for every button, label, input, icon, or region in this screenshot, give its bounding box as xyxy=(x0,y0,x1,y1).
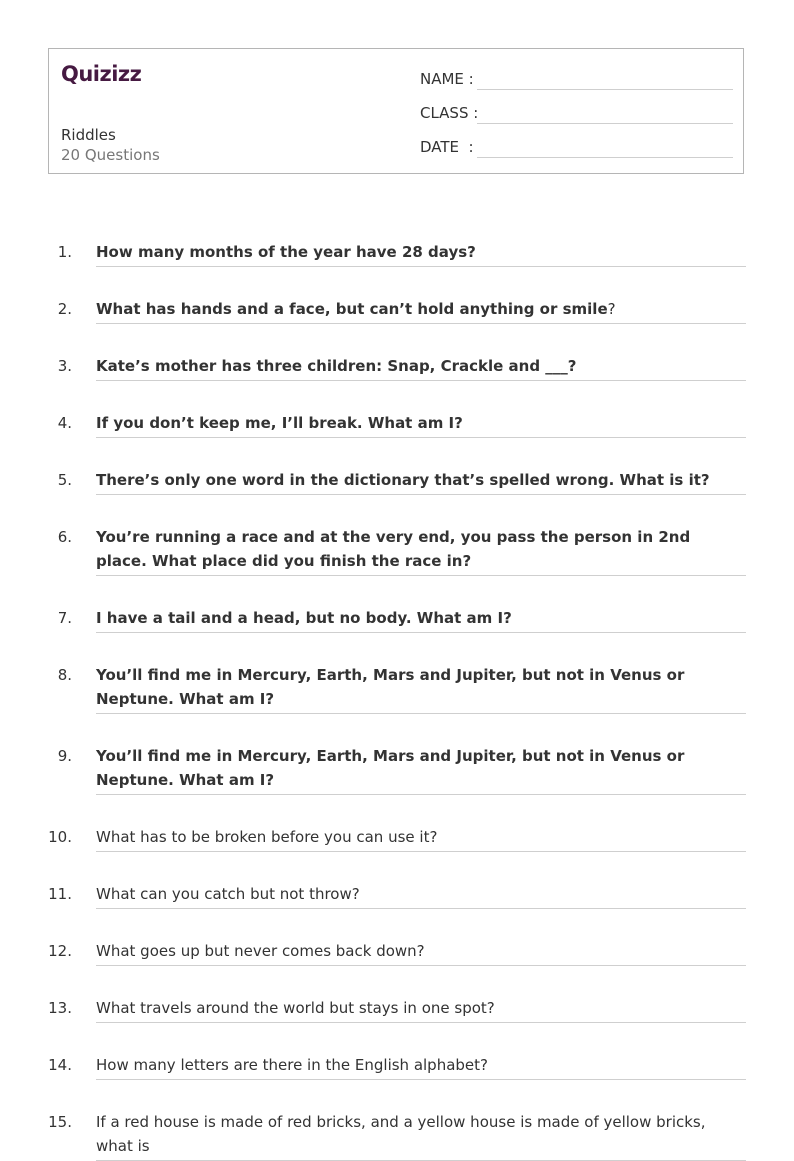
question-number: 1. xyxy=(57,243,72,261)
date-field[interactable] xyxy=(420,134,733,158)
question-text: How many months of the year have 28 days? xyxy=(96,240,746,267)
question-number: 14. xyxy=(48,1056,72,1074)
question-text-main: What has hands and a face, but can’t hold anything or smile xyxy=(96,300,608,318)
question-text: Kate’s mother has three children: Snap, Crackle and ___? xyxy=(96,354,746,381)
question-text xyxy=(96,297,746,324)
question-number: 12. xyxy=(48,942,72,960)
question-text: What travels around the world but stays in one spot? xyxy=(96,996,746,1023)
question-text: I have a tail and a head, but no body. What am I? xyxy=(96,606,746,633)
brand-wordmark: Quizizz xyxy=(61,62,142,86)
question-number: 15. xyxy=(48,1113,72,1131)
name-input-line[interactable] xyxy=(477,89,733,90)
question-number: 7. xyxy=(57,609,72,627)
question-text: If you don’t keep me, I’ll break. What am I? xyxy=(96,411,746,438)
date-label: DATE : xyxy=(420,138,474,156)
name-label: NAME : xyxy=(420,70,474,88)
question-text: You’ll find me in Mercury, Earth, Mars and Jupiter, but not in Venus or Neptune. What am I? xyxy=(96,663,746,714)
question-text: If a red house is made of red bricks, and a yellow house is made of yellow bricks, what is xyxy=(96,1110,746,1161)
class-input-line[interactable] xyxy=(477,123,733,124)
quizizz-logo xyxy=(61,59,153,91)
name-field[interactable] xyxy=(420,66,733,90)
question-number: 11. xyxy=(48,885,72,903)
question-text: You’re running a race and at the very end, you pass the person in 2nd place. What place did you finish the race in? xyxy=(96,525,746,576)
class-field[interactable] xyxy=(420,100,733,124)
question-number: 6. xyxy=(57,528,72,546)
question-number: 8. xyxy=(57,666,72,684)
question-text-tail: ? xyxy=(607,300,616,318)
question-number: 13. xyxy=(48,999,72,1017)
question-number: 10. xyxy=(48,828,72,846)
question-text: What goes up but never comes back down? xyxy=(96,939,746,966)
question-text: There’s only one word in the dictionary that’s spelled wrong. What is it? xyxy=(96,468,746,495)
question-text: What has to be broken before you can use it? xyxy=(96,825,746,852)
question-text: How many letters are there in the English alphabet? xyxy=(96,1053,746,1080)
date-input-line[interactable] xyxy=(477,157,733,158)
question-number: 5. xyxy=(57,471,72,489)
question-count: 20 Questions xyxy=(61,146,160,164)
question-text: You’ll find me in Mercury, Earth, Mars and Jupiter, but not in Venus or Neptune. What am I? xyxy=(96,744,746,795)
question-text: What can you catch but not throw? xyxy=(96,882,746,909)
question-number: 3. xyxy=(57,357,72,375)
class-label: CLASS : xyxy=(420,104,479,122)
question-number: 2. xyxy=(57,300,72,318)
question-number: 4. xyxy=(57,414,72,432)
worksheet-title: Riddles xyxy=(61,126,116,144)
question-number: 9. xyxy=(57,747,72,765)
worksheet-header xyxy=(48,48,744,174)
